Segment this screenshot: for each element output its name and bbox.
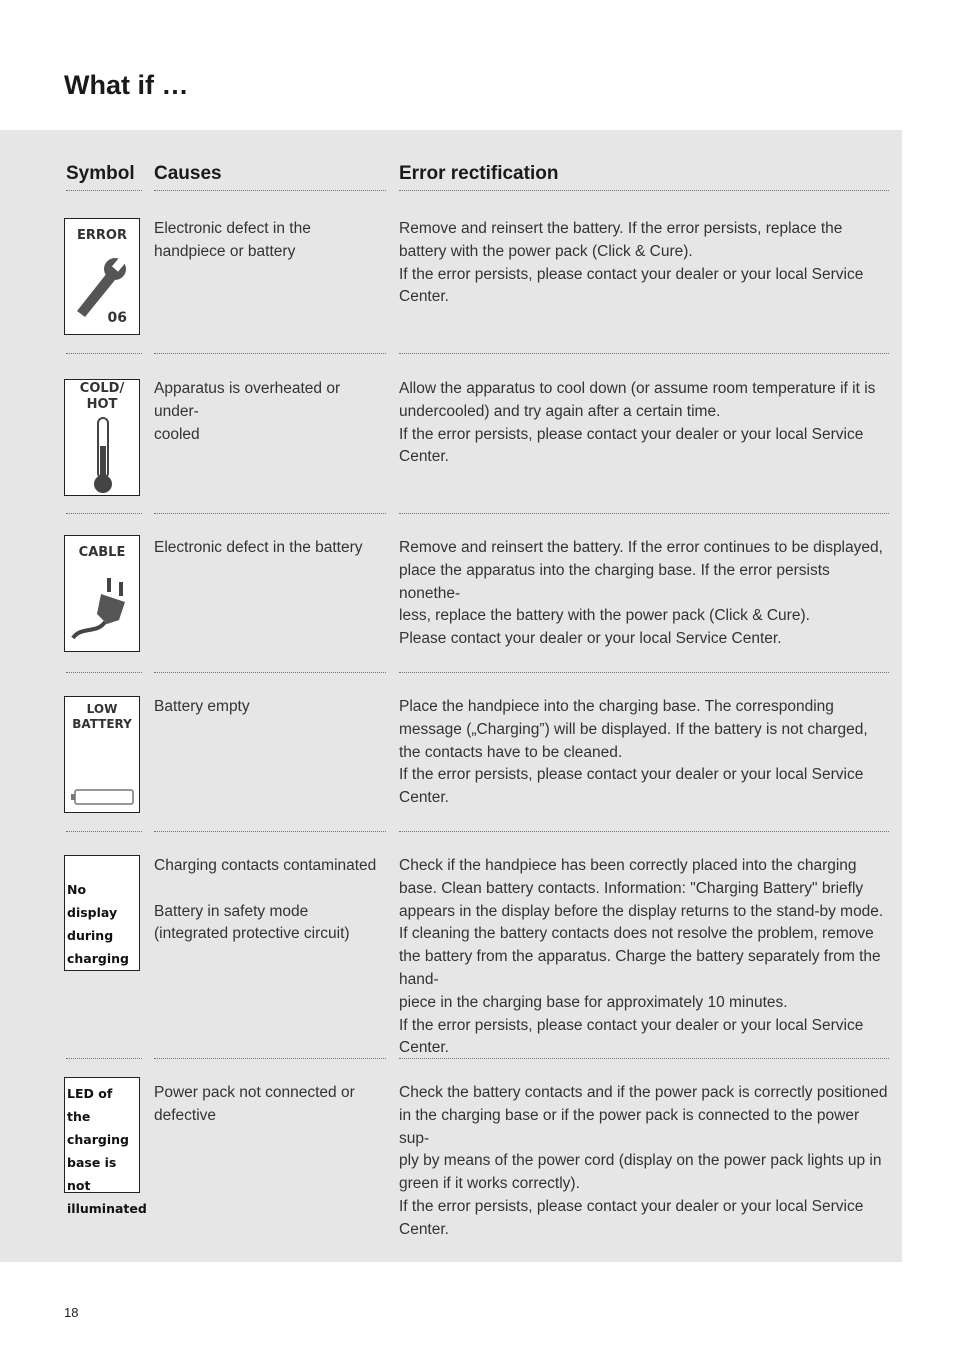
column-header-symbol: Symbol <box>66 162 142 191</box>
no-display-symbol <box>64 855 140 971</box>
symbol-label: ERROR <box>77 228 127 243</box>
cause-text: Electronic defect in the handpiece or battery <box>154 220 311 260</box>
rectification-text: Check if the handpiece has been correctly placed into the charging base. Clean battery contacts. Information: "Charging Battery" briefly appears in the display before the display returns to the stand-by mode. If cleaning the battery contacts does not resolve the problem, remove the battery from the apparatus. Charge the battery separately from the hand- piece in the charging base for approximately 10 minutes. If the error persists, please contact your dealer or your local Service Center. <box>399 857 884 1057</box>
symbol-text: LED of the charging base is not illuminated <box>67 1086 147 1216</box>
cause-text: Electronic defect in the battery <box>154 539 363 556</box>
error-symbol <box>64 218 140 335</box>
column-header-error-rectification: Error rectification <box>399 162 889 191</box>
rectification-text: Check the battery contacts and if the power pack is correctly positioned in the charging base or if the power pack is connected to the power sup- ply by means of the power cord (display on the power pack lights up in green if it works correctly). If the error persists, please contact your dealer or your local Service Center. <box>399 1084 888 1238</box>
column-header-causes: Causes <box>154 162 386 191</box>
rectification-text: Place the handpiece into the charging base. The corresponding message („Charging”) will be displayed. If the battery is not charged, the contacts have to be cleaned. If the error persists, please contact your dealer or your local Service Center. <box>399 698 868 807</box>
cause-text: Apparatus is overheated or under- cooled <box>154 380 341 443</box>
cause-text: Power pack not connected or defective <box>154 1084 355 1124</box>
page-number: 18 <box>64 1305 79 1320</box>
symbol-text: No display during charging <box>67 882 129 966</box>
rectification-text: Remove and reinsert the battery. If the error continues to be displayed, place the apparatus into the charging base. If the error persists nonethe- less, replace the battery with the power pack (Click & Cure). Please contact your dealer or your local Service Center. <box>399 539 883 648</box>
plug-cable-icon <box>67 572 137 644</box>
symbol-label: COLD/ HOT <box>79 381 125 412</box>
cable-symbol <box>64 535 140 652</box>
cause-text: Charging contacts contaminated Battery in safety mode (integrated protective circuit) <box>154 857 377 943</box>
cause-text: Battery empty <box>154 698 250 715</box>
symbol-label: LOW BATTERY <box>72 702 132 731</box>
rectification-text: Remove and reinsert the battery. If the error persists, replace the battery with the power pack (Click & Cure). If the error persists, please contact your dealer or your local Service Center. <box>399 220 864 306</box>
low-battery-symbol <box>64 696 140 813</box>
led-not-illuminated-symbol <box>64 1077 147 1216</box>
cold-hot-symbol <box>64 379 140 496</box>
error-code: 06 <box>107 310 127 326</box>
symbol-label: CABLE <box>78 545 126 560</box>
thermometer-icon <box>88 416 118 496</box>
rectification-text: Allow the apparatus to cool down (or assume room temperature if it is undercooled) and try again after a certain time. If the error persists, please contact your dealer or your local Service Center. <box>399 380 876 466</box>
battery-empty-icon <box>71 787 135 807</box>
page-title: What if … <box>64 70 189 100</box>
